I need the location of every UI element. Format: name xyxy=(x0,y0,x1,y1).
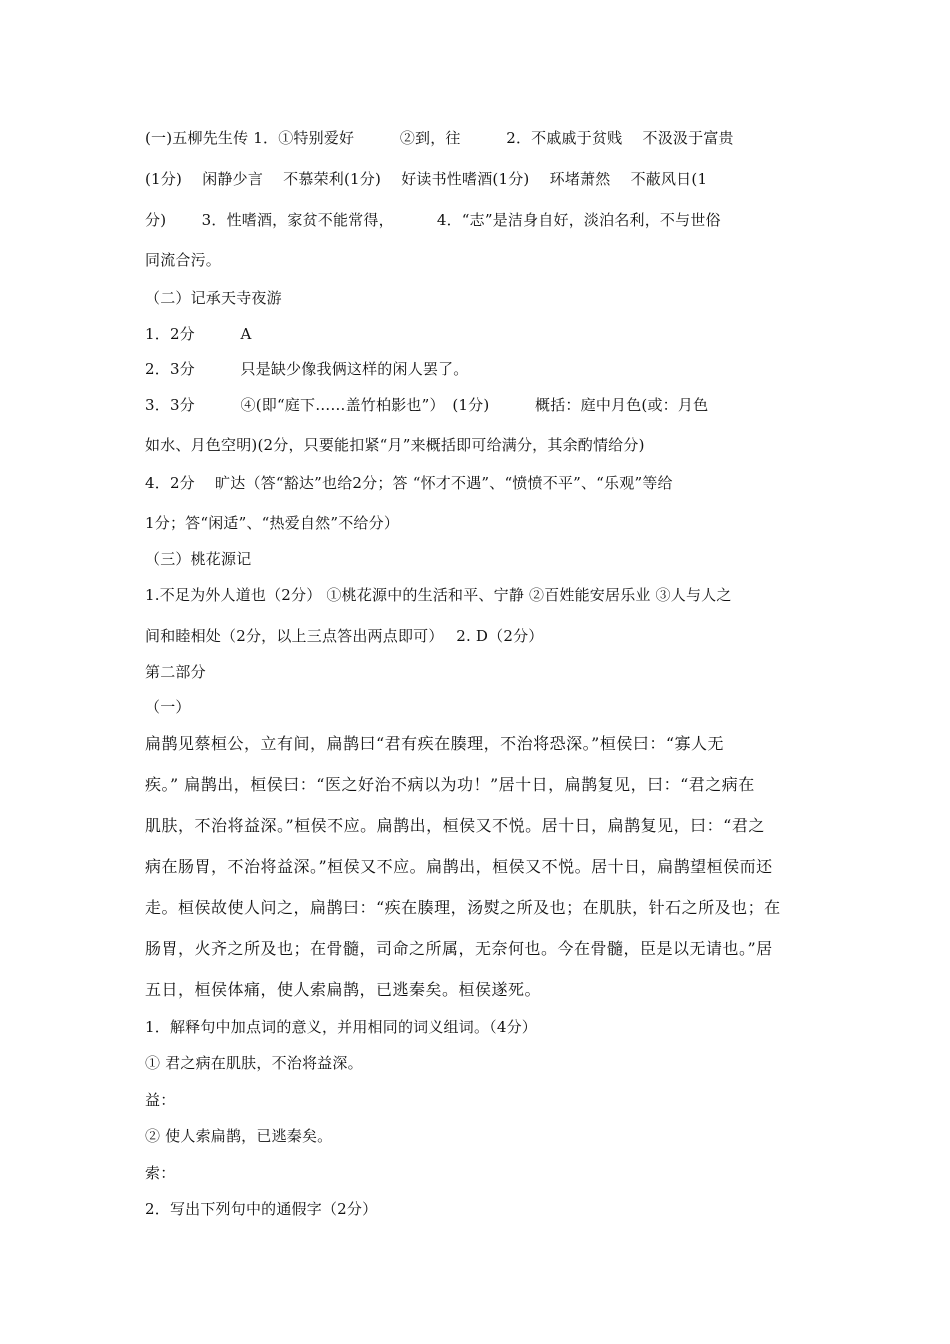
passage-line: 五日，桓侯体痛，使人索扁鹊，已逃秦矣。桓侯遂死。 xyxy=(145,980,542,999)
answer-line-q4b: 1分；答“闲适”、“热爱自然”不给分） xyxy=(145,514,400,532)
question-1-label-b: 索： xyxy=(145,1164,176,1182)
answer-line-taohua-1: 1.不足为外人道也（2分） ①桃花源中的生活和平、宁静 ②百姓能安居乐业 ③人与人之 xyxy=(145,586,732,604)
answer-line-q2: 2．3分 只是缺少像我俩这样的闲人罢了。 xyxy=(145,360,469,378)
answer-line-q1: 1．2分 A xyxy=(145,325,252,343)
answer-line-q3a: 3．3分 ④(即“庭下……盖竹柏影也”） (1分) 概括：庭中月色(或：月色 xyxy=(145,396,709,414)
answer-line-wuliu-2: (1分) 闲静少言 不慕荣利(1分) 好读书性嗜酒(1分) 环堵萧然 不蔽风日(1 xyxy=(145,170,708,188)
answer-line-wuliu-4: 同流合污。 xyxy=(145,251,222,269)
passage-line: 扁鹊见蔡桓公，立有间，扁鹊曰“君有疾在腠理，不治将恐深。”桓侯曰：“寡人无 xyxy=(145,734,725,753)
question-1-label-a: 益： xyxy=(145,1091,176,1109)
answer-line-q4a: 4．2分 旷达（答“豁达”也给2分；答 “怀才不遇”、“愤愤不平”、“乐观”等给 xyxy=(145,474,673,492)
question-1-item-b: ② 使人索扁鹊，已逃秦矣。 xyxy=(145,1127,333,1145)
section-title-taohuayuan: （三）桃花源记 xyxy=(145,550,252,568)
question-1: 1．解释句中加点词的意义，并用相同的词义组词。（4分） xyxy=(145,1018,537,1036)
passage-line: 走。桓侯故使人问之，扁鹊曰：“疾在腠理，汤熨之所及也；在肌肤，针石之所及也；在 xyxy=(145,898,781,917)
question-1-item-a: ① 君之病在肌肤，不治将益深。 xyxy=(145,1054,363,1072)
answer-line-wuliu-3: 分) 3．性嗜酒，家贫不能常得， 4．“志”是洁身自好，淡泊名利，不与世俗 xyxy=(145,211,721,229)
answer-line-q3b: 如水、月色空明)(2分，只要能扣紧“月”来概括即可给满分，其余酌情给分) xyxy=(145,436,645,454)
part-title: 第二部分 xyxy=(145,663,206,681)
passage-line: 病在肠胃，不治将益深。”桓侯又不应。扁鹊出，桓侯又不悦。居十日，扁鹊望桓侯而还 xyxy=(145,857,773,876)
passage-line: 肠胃，火齐之所及也；在骨髓，司命之所属，无奈何也。今在骨髓，臣是以无请也。”居 xyxy=(145,939,773,958)
answer-line-taohua-2: 间和睦相处（2分，以上三点答出两点即可） 2. D（2分） xyxy=(145,627,544,645)
passage-line: 肌肤，不治将益深。”桓侯不应。扁鹊出，桓侯又不悦。居十日，扁鹊复见，曰：“君之 xyxy=(145,816,765,835)
section-title-chengtiansi: （二）记承天寺夜游 xyxy=(145,289,282,307)
answer-line-wuliu-1: (一)五柳先生传 1．①特别爱好 ②到，往 2．不戚戚于贫贱 不汲汲于富贵 xyxy=(145,129,734,147)
part-subtitle: （一） xyxy=(145,698,191,716)
question-2: 2．写出下列句中的通假字（2分） xyxy=(145,1200,378,1218)
passage-line: 疾。” 扁鹊出，桓侯曰：“医之好治不病以为功！”居十日，扁鹊复见，曰：“君之病在 xyxy=(145,775,755,794)
